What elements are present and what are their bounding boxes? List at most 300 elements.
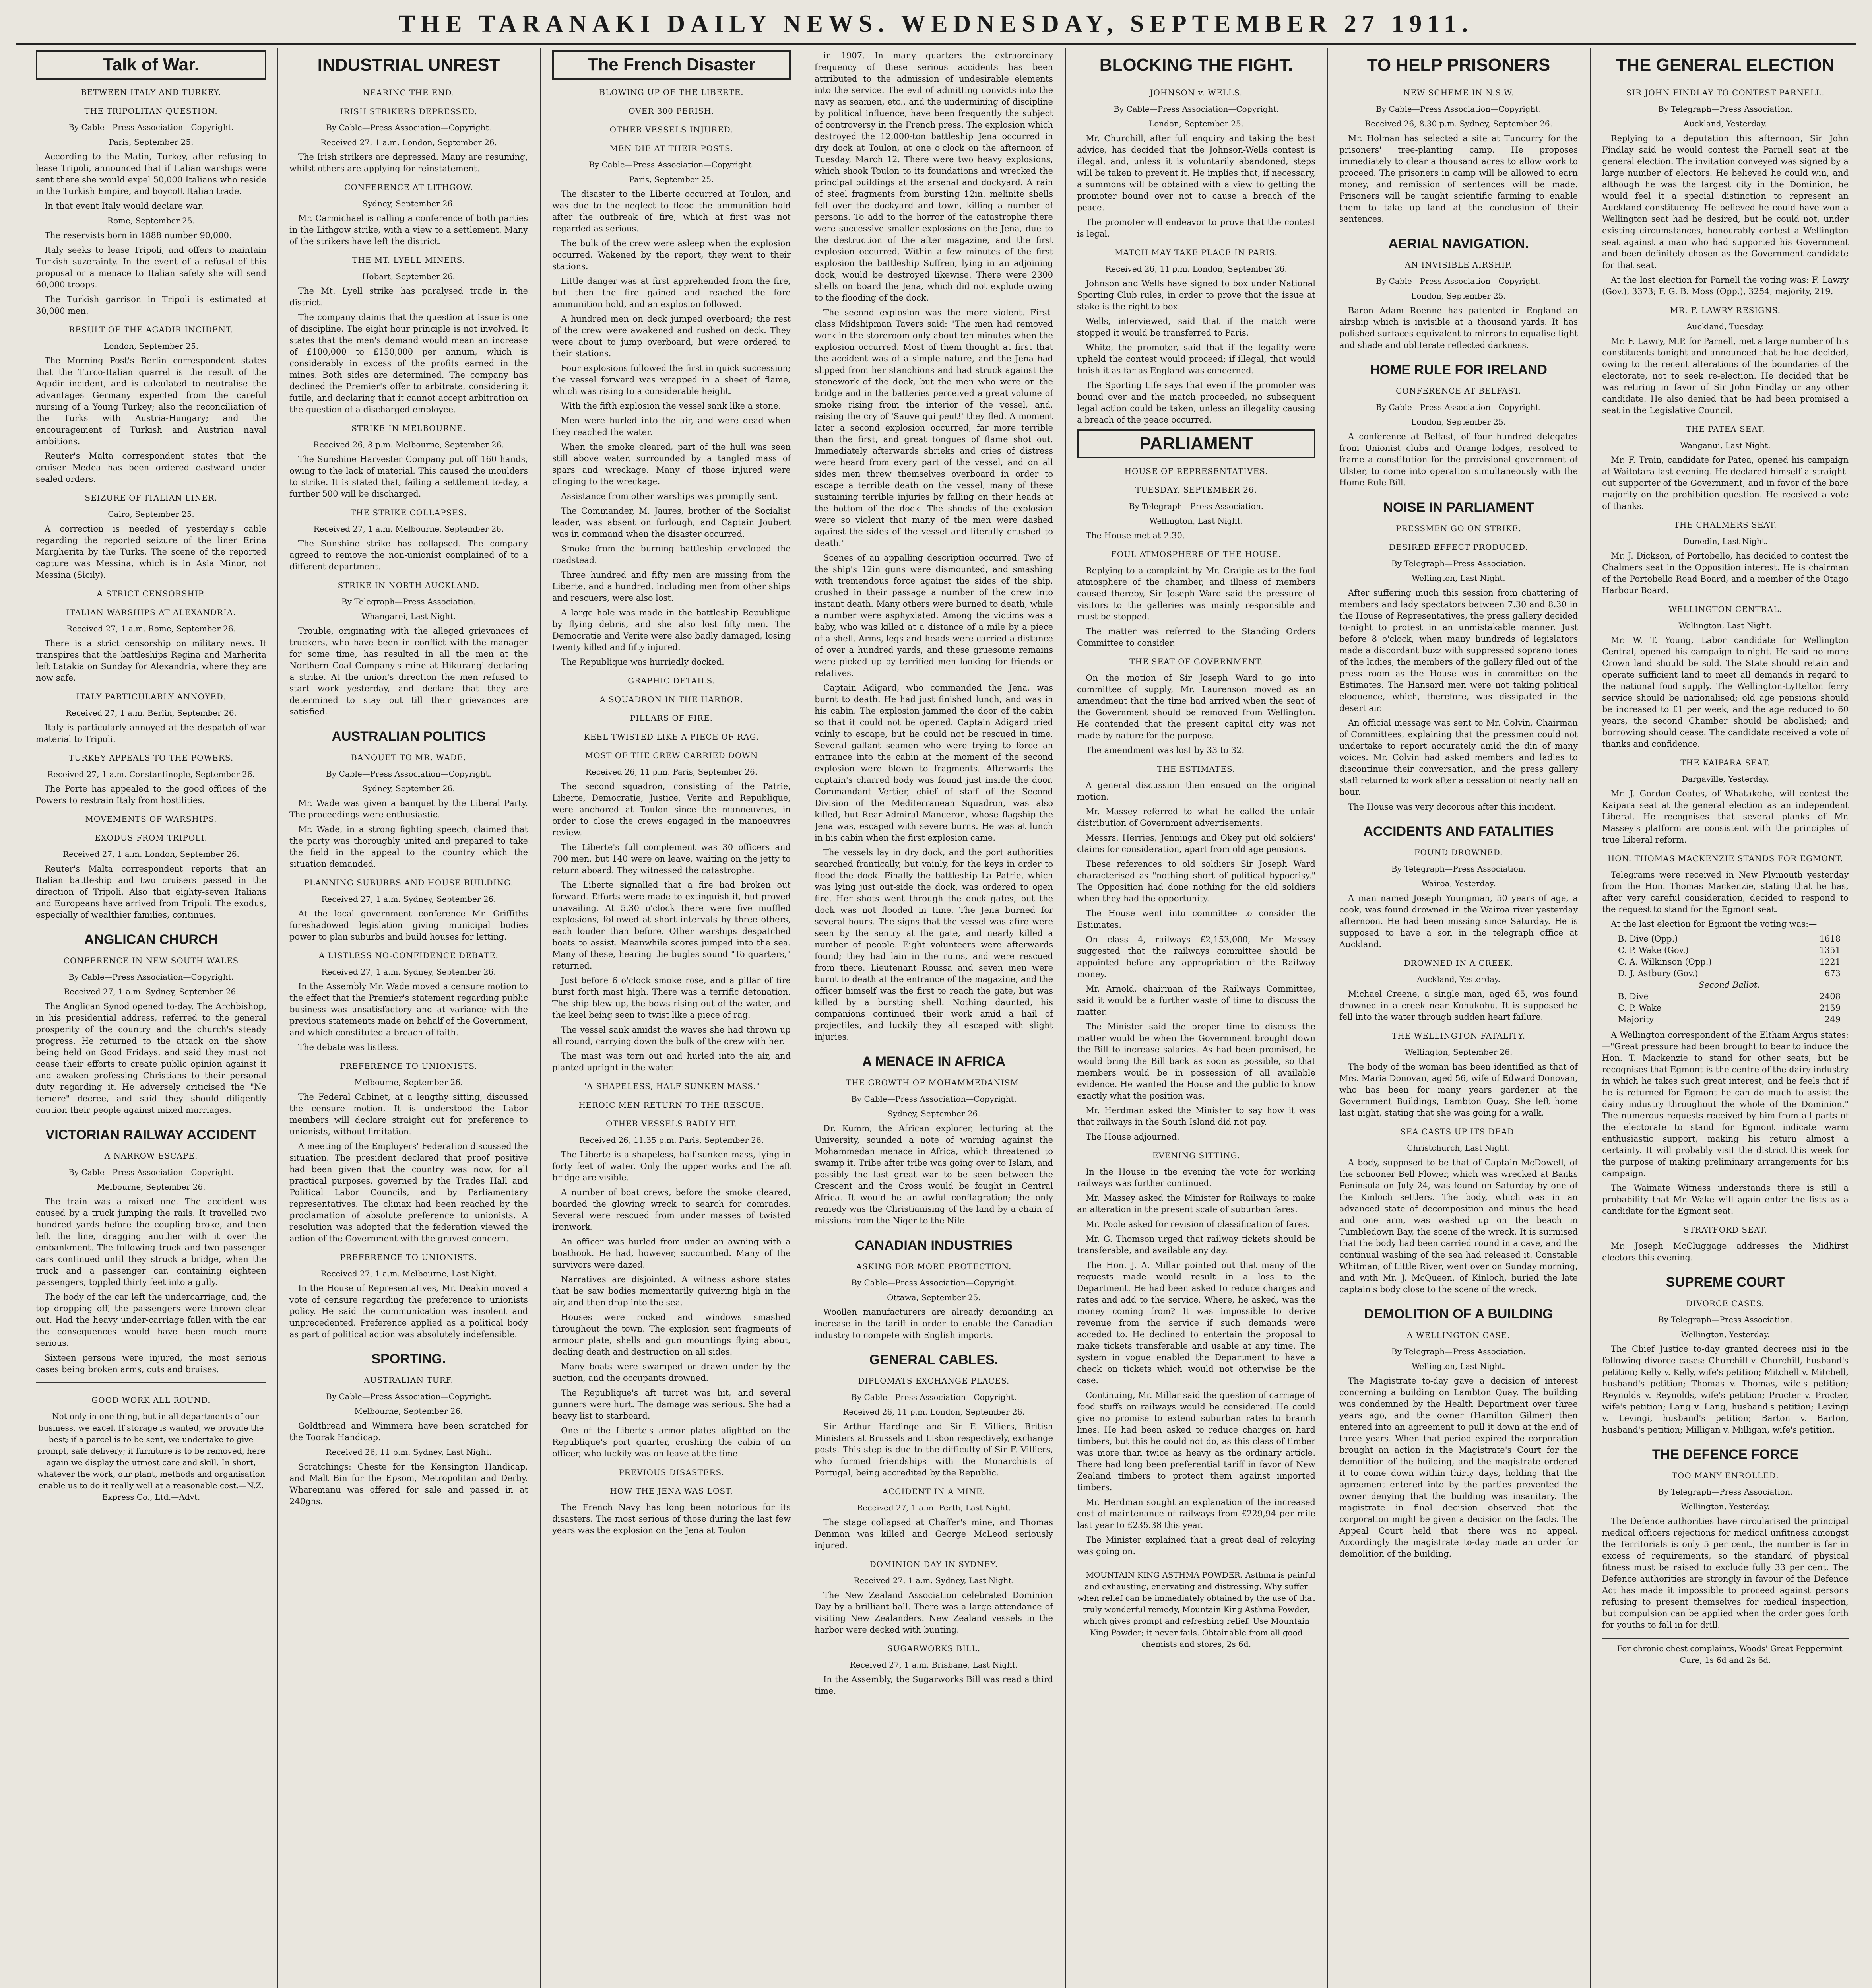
subheading: SEA CASTS UP ITS DEAD. [1400, 1127, 1517, 1136]
advertisement [1602, 1638, 1849, 1666]
paragraph: Johnson and Wells have signed to box under National Sporting Club rules, in order to prove that the issue at stake is the right to box. [1077, 279, 1315, 311]
paragraph: A meeting of the Employers' Federation discussed the situation. The president declared that proof positive had been given that the country was now, for all practical purposes, governed by the Trades Hall and Political Labor Councils, and by Parliamentary representatives. The climax had been reached by the proclamation of absolute preference to unionists. A resolution was adopted that the federation viewed the action of the Government with the gravest concern. [289, 1142, 528, 1243]
subheading: A NARROW ESCAPE. [104, 1151, 198, 1161]
subheading: WELLINGTON CENTRAL. [1668, 604, 1782, 614]
dateline: London, September 25. [1411, 291, 1506, 301]
masthead-rule [16, 43, 1856, 45]
ad-text: For chronic chest complaints, Woods' Great Peppermint Cure, 1s 6d and 2s 6d. [1617, 1644, 1843, 1665]
byline: By Telegraph—Press Association. [1391, 864, 1526, 874]
byline: By Cable—Press Association—Copyright. [68, 972, 234, 982]
vote-row [1618, 968, 1841, 979]
vote-count: 673 [1824, 969, 1841, 978]
paragraph: One of the Liberte's armor plates alighted on the Republique's port quarter, crushing the cabin of an officer, who luckily was on leave at the time. [552, 1426, 791, 1458]
dateline: Wellington, Yesterday. [1680, 1502, 1770, 1511]
article-heading: TO HELP PRISONERS [1339, 55, 1578, 80]
section-heading: THE DEFENCE FORCE [1652, 1447, 1799, 1462]
subheading: PREVIOUS DISASTERS. [619, 1468, 724, 1477]
column-rule [1065, 48, 1066, 1988]
column-rule [1590, 48, 1591, 1988]
section-heading: VICTORIAN RAILWAY ACCIDENT [45, 1127, 257, 1142]
subheading: PREFERENCE TO UNIONISTS. [340, 1252, 477, 1262]
dateline: Paris, September 25. [629, 175, 714, 184]
paragraph: The Liberte signalled that a fire had broken out forward. Efforts were made to extinguish it, but proved unavailing. At 5.30 o'clock there were five muffled explosions, followed at short intervals by three others, each louder than before. Other warships despatched boats to assist. Meanwhile scores jumped into the sea. Many of these, hearing the bugles sound "To quarters," returned. [552, 880, 791, 971]
subheading: OVER 300 PERISH. [629, 106, 714, 116]
paragraph: Sixteen persons were injured, the most serious cases being broken arms, cuts and bruises. [36, 1353, 266, 1374]
subheading: STRIKE IN NORTH AUCKLAND. [338, 580, 480, 590]
vote-count: 2408 [1819, 992, 1841, 1001]
paragraph: An officer was hurled from under an awning with a boathook. He had, however, succumbed. Many of the survivors were dazed. [552, 1237, 791, 1270]
paragraph: Telegrams were received in New Plymouth yesterday from the Hon. Thomas Mackenzie, stating that he has, after very careful consideration, decided to respond to the request to stand for the Egmont seat. [1602, 870, 1849, 914]
paragraph: Mr. Poole asked for revision of classification of fares. [1086, 1219, 1310, 1229]
paragraph: The Minister said the proper time to discuss the matter would be when the Government brought down the Bill to increase salaries. As had been promised, he would bring the Bill back as soon as possible, so that members would be in possession of all available evidence. He wanted the House and the public to know exactly what the position was. [1077, 1022, 1315, 1101]
byline: By Telegraph—Press Association. [1129, 501, 1264, 511]
paragraph: Mr. Massey asked the Minister for Railways to make an alteration in the present scale of suburban fares. [1077, 1193, 1315, 1214]
dateline: Received 27, 1 a.m. London, September 26. [320, 138, 497, 147]
paragraph: The Commander, M. Jaures, brother of the Socialist leader, was absent on furlough, and Captain Joubert was in command when the disaster occurred. [552, 506, 791, 539]
article-heading: INDUSTRIAL UNREST [289, 55, 528, 80]
byline: By Cable—Press Association—Copyright. [851, 1392, 1017, 1402]
dateline: Received 27, 1 a.m. Brisbane, Last Night. [850, 1660, 1018, 1670]
subheading: DOMINION DAY IN SYDNEY. [869, 1559, 998, 1569]
paragraph: After suffering much this session from chattering of members and lady spectators between 7.30 and 8.30 in the House of Representatives, the press gallery decided to-night to protest in an unmistakable manner. Just before 8 o'clock, when many hundreds of legislators made a discordant buzz with suppressed soprano tones of the ladies, the members of the gallery filed out of the press room as the House was in committee on the Estimates. The Hansard men were not taking political eloquence, which, therefore, was dissipated in the desert air. [1339, 588, 1578, 713]
paragraph: Goldthread and Wimmera have been scratched for the Toorak Handicap. [289, 1421, 528, 1442]
subheading: CONFERENCE AT BELFAST. [1396, 386, 1521, 396]
paragraph: A correction is needed of yesterday's cable regarding the reported seizure of the liner Erina Margherita by the Turks. The scene of the reported capture was Messina, which is in Asia Minor, not Messina (Sicily). [36, 524, 266, 580]
subheading: MOVEMENTS OF WARSHIPS. [85, 814, 217, 824]
paragraph: The Liberte's full complement was 30 officers and 700 men, but 140 were on leave, waiting on the jetty to return aboard. They witnessed the catastrophe. [552, 843, 791, 875]
candidate-name: C. P. Wake [1618, 1003, 1662, 1013]
byline: By Cable—Press Association—Copyright. [68, 1167, 234, 1177]
byline: By Telegraph—Press Association. [1658, 1487, 1793, 1497]
dateline: Sydney, September 26. [362, 199, 455, 208]
subheading: AUSTRALIAN TURF. [364, 1375, 454, 1385]
dateline: Received 27, 1 a.m. Melbourne, Last Night. [320, 1269, 497, 1278]
dateline: Sydney, September 26. [887, 1109, 980, 1118]
paragraph: in 1907. In many quarters the extraordinary frequency of these serious accidents has been attributed to the admission of undesirable elements into the service. The evil of admitting convicts into the navy as seamen, etc., and the undermining of discipline by political influence, have been frequently the subject of controversy in the French press. The explosion which destroyed the 12,000-ton battleship Jena occurred in dry dock at Toulon, at one o'clock on the afternoon of Tuesday, March 12. There were two heavy explosions, which shook Toulon to its foundations and wrecked the principal buildings at the arsenal and dockyard. A rain of steel fragments from bursting 12in. melinite shells fell over the dockyard and town, killing a number of persons. To add to the horror of the catastrophe there were successive smaller explosions on the Jena, due to the destruction of the after magazine, and the first explosion occurred. Within a few minutes of the first explosion the battleship Suffren, lying in an adjoining dock, would be destroyed likewise. There were 2300 shells on board the Jena, which did not explode owing to the flooding of the dock. [815, 51, 1053, 303]
paragraph: Men were hurled into the air, and were dead when they reached the water. [552, 416, 791, 437]
dateline: Received 27, 1 a.m. London, September 26. [62, 849, 239, 859]
paragraph: A conference at Belfast, of four hundred delegates from Unionist clubs and Orange lodges, resolved to frame a constitution for the provisional government of Ulster, to come into operation simultaneously with the Home Rule Bill. [1339, 432, 1578, 487]
paragraph: When the smoke cleared, part of the hull was seen still above water, surrounded by a tangled mass of spars and wreckage. Many of those injured were clinging to the wreckage. [552, 442, 791, 486]
subheading: OTHER VESSELS BADLY HIT. [605, 1119, 737, 1128]
subheading: THE GROWTH OF MOHAMMEDANISM. [846, 1078, 1022, 1087]
paragraph: The body of the car left the undercarriage, and, the top dropping off, the passengers were thrown clear out. Had the heavy under-carriage fallen with the car the consequences would have been much more serious. [36, 1292, 266, 1348]
candidate-name: C. A. Wilkinson (Opp.) [1618, 957, 1712, 967]
majority-label: Majority [1618, 1015, 1654, 1024]
paragraph: Trouble, originating with the alleged grievances of truckers, who have been in conflict with the manager for some time, has resulted in all the men at the Northern Coal Company's mine at Hikurangi declaring a strike. At the union's direction the men refused to start work yesterday, and declare that they are determined to stay out till their grievances are satisfied. [289, 626, 528, 716]
paragraph: Mr. F. Lawry, M.P. for Parnell, met a large number of his constituents tonight and announced that he had decided, owing to the recent alterations of the boundaries of the electorate, not to seek re-election. He decided that he was retiring in favor of Sir John Findlay or any other candidate. He also denied that he had been promised a seat in the Legislative Council. [1602, 336, 1849, 415]
paragraph: The reservists born in 1888 number 90,000. [45, 231, 232, 240]
vote-count: 249 [1824, 1015, 1841, 1024]
paragraph: Replying to a complaint by Mr. Craigie as to the foul atmosphere of the chamber, and illness of members caused thereby, Sir Joseph Ward said the pressure of visitors to the galleries was mainly responsible and must be stopped. [1077, 566, 1315, 621]
paragraph: The Defence authorities have circularised the principal medical officers rejections for medical unfitness amongst the Territorials is only 5 per cent., the number is far in excess of requirements, so the standard of physical fitness must be raised to exclude fully 33 per cent. The Defence authorities are strongly in favour of the Defence Act has made it impossible to proceed against persons refusing to present themselves for medical inspection, but compulsion can be applied when the order goes forth for youths to fall in for drill. [1602, 1516, 1849, 1630]
paragraph: The company claims that the question at issue is one of discipline. The eight hour principle is not involved. It states that the men's demand would mean an increase of £100,000 to £150,000 per annum, which is considerably in excess of the profits earned in the mines. Both sides are determined. The company has declined the Premier's offer to arbitrate, considering it futile, and declaring that it cannot accept arbitration on the question of a discharged employee. [289, 313, 528, 414]
subheading: HON. THOMAS MACKENZIE STANDS FOR EGMONT. [1607, 854, 1843, 863]
candidate-name: C. P. Wake (Gov.) [1618, 945, 1689, 955]
dateline: Wellington, Last Night. [1412, 573, 1505, 583]
subheading: MEN DIE AT THEIR POSTS. [609, 144, 733, 153]
byline: By Cable—Press Association—Copyright. [851, 1278, 1017, 1287]
column-2 [289, 50, 528, 1988]
subheading: TOO MANY ENROLLED. [1672, 1471, 1779, 1480]
byline: By Telegraph—Press Association. [1391, 1347, 1526, 1356]
ad-title: GOOD WORK ALL ROUND. [91, 1395, 211, 1405]
paragraph: Mr. Arnold, chairman of the Railways Committee, said it would be a further waste of time to discuss the matter. [1077, 984, 1315, 1017]
subheading: MOST OF THE CREW CARRIED DOWN [585, 751, 758, 760]
paragraph: In that event Italy would declare war. [45, 201, 204, 211]
byline: By Cable—Press Association—Copyright. [1376, 104, 1541, 114]
paragraph: The debate was listless. [298, 1043, 399, 1052]
dateline: Cairo, September 25. [108, 509, 194, 519]
dateline: Received 26, 8 p.m. Melbourne, September 26. [313, 440, 504, 449]
paragraph: The French Navy has long been notorious for its disasters. The most serious of those during the last few years was the explosion on the Jena at Toulon [552, 1503, 791, 1535]
paragraph: A general discussion then ensued on the original motion. [1077, 780, 1315, 802]
paragraph: The matter was referred to the Standing Orders Committee to consider. [1077, 627, 1315, 648]
column-5 [1077, 50, 1315, 1988]
subheading: THE SEAT OF GOVERNMENT. [1129, 657, 1263, 666]
paragraph: Scenes of an appalling description occurred. Two of the ship's 12in guns were dismounted, and smashing with tremendous force against the sides of the ship, crushed in their passage a number of the crew into instant death. Many others were burned to death, while a number were asphyxiated. Among the victims was a baby, who was killed at a distance of a mile by a piece of a shell. Arms, legs and heads were carried a distance of over a hundred yards, and these gruesome remains were picked up by terrified men looking for friends or relatives. [815, 553, 1053, 678]
paragraph: Mr. F. Train, candidate for Patea, opened his campaign at Waitotara last evening. He declared himself a straight-out supporter of the Government, and in favor of the bare majority on the prohibition question. He received a vote of thanks. [1602, 455, 1849, 511]
subheading: SIR JOHN FINDLAY TO CONTEST PARNELL. [1626, 88, 1825, 97]
column-4 [815, 50, 1053, 1988]
vote-row [1618, 933, 1841, 945]
paragraph: A hundred men on deck jumped overboard; the rest of the crew were awakened and rushed on deck. They were about to jump overboard, but were ordered to their stations. [552, 314, 791, 358]
paragraph: A Wellington correspondent of the Eltham Argus states:—"Great pressure had been brought to bear to induce the Hon. T. Mackenzie to stand for other seats, but he recognises that Egmont is the centre of the dairy industry in which he takes such great interest, and he feels that if he is returned for Egmont he can do much to assist the dairy industry throughout the whole of the Dominion." The numerous requests received by him from all parts of the electorate to stand for Egmont indicate warm enthusiastic support, making his return almost a certainty. It will probably visit the district this week for the purpose of making preliminary arrangements for his campaign. [1602, 1030, 1849, 1178]
subheading: DIVORCE CASES. [1686, 1299, 1765, 1308]
paragraph: The Irish strikers are depressed. Many are resuming, whilst others are applying for reinstatement. [289, 152, 528, 173]
paragraph: Houses were rocked and windows smashed throughout the town. The explosion sent fragments of armour plate, shells and gun mountings flying about, dealing death and destruction on all sides. [552, 1312, 791, 1357]
dateline: London, September 25. [103, 341, 199, 351]
dateline: Wellington, Last Night. [1678, 621, 1772, 630]
paragraph: The stage collapsed at Chaffer's mine, and Thomas Denman was killed and George McLeod seriously injured. [815, 1518, 1053, 1550]
paragraph: A man named Joseph Youngman, 50 years of age, a cook, was found drowned in the Wairoa river yesterday afternoon. He had been missing since Saturday. He is supposed to have a son in the telegraph office at Auckland. [1339, 893, 1578, 949]
article-heading: THE GENERAL ELECTION [1602, 55, 1849, 80]
candidate-name: D. J. Astbury (Gov.) [1618, 969, 1698, 978]
paragraph: Mr. G. Thomson urged that railway tickets should be transferable, and available any day. [1077, 1234, 1315, 1255]
dateline: Wairoa, Yesterday. [1421, 879, 1496, 888]
paragraph: The amendment was lost by 33 to 32. [1086, 746, 1245, 755]
section-heading: ANGLICAN CHURCH [84, 932, 218, 947]
section-heading: DEMOLITION OF A BUILDING [1364, 1307, 1553, 1322]
subheading: STRIKE IN MELBOURNE. [351, 423, 466, 433]
byline: By Cable—Press Association—Copyright. [1376, 402, 1541, 412]
paragraph: The House was very decorous after this incident. [1348, 802, 1556, 812]
dateline: Received 27, 1 a.m. Sydney, September 26. [321, 967, 496, 977]
subheading: ASKING FOR MORE PROTECTION. [856, 1262, 1012, 1271]
subheading: PREFERENCE TO UNIONISTS. [340, 1061, 477, 1071]
paragraph: The New Zealand Association celebrated Dominion Day by a brilliant ball. There was a large attendance of visiting New Zealanders. New Zealand vessels in the harbor were decked with bunting. [815, 1590, 1053, 1635]
dateline: Wellington, Last Night. [1149, 516, 1243, 526]
paragraph: Wells, interviewed, said that if the match were stopped it would be transferred to Paris. [1077, 316, 1315, 338]
dateline: Dunedin, Last Night. [1683, 536, 1768, 546]
subheading: HOUSE OF REPRESENTATIVES. [1124, 466, 1268, 476]
column-6 [1339, 50, 1578, 1988]
paragraph: Just before 6 o'clock smoke rose, and a pillar of fire burst forth mast high. There was a terrific detonation. The ship blew up, the bows rising out of the water, and the keel being seen to twist like a piece of rag. [552, 976, 791, 1020]
column-rule [277, 48, 278, 1988]
dateline: Auckland, Yesterday. [1683, 119, 1767, 128]
subheading: OTHER VESSELS INJURED. [609, 125, 733, 134]
paragraph: The Minister explained that a great deal of relaying was going on. [1077, 1535, 1315, 1556]
subheading: THE ESTIMATES. [1157, 764, 1236, 774]
paragraph: These references to old soldiers Sir Joseph Ward characterised as "nothing short of political hypocrisy." The Opposition had done nothing for the old soldiers when they had the opportunity. [1077, 859, 1315, 903]
dateline: Ottawa, September 25. [887, 1293, 981, 1302]
byline: By Cable—Press Association—Copyright. [1114, 104, 1279, 114]
subheading: THE WELLINGTON FATALITY. [1391, 1031, 1526, 1041]
subheading: ITALY PARTICULARLY ANNOYED. [76, 692, 226, 701]
subheading: RESULT OF THE AGADIR INCIDENT. [69, 325, 233, 334]
masthead: THE TARANAKI DAILY NEWS. WEDNESDAY, SEPTEMBER 27 1911. [398, 10, 1474, 37]
vote-count: 1351 [1819, 945, 1841, 955]
paragraph: Mr. Joseph McCluggage addresses the Midhirst electors this evening. [1602, 1241, 1849, 1262]
section-heading: CANADIAN INDUSTRIES [855, 1238, 1013, 1253]
subheading: NEW SCHEME IN N.S.W. [1403, 88, 1514, 97]
vote-count: 2159 [1819, 1003, 1841, 1013]
section-heading: AUSTRALIAN POLITICS [332, 729, 486, 744]
dateline: London, September 25. [1148, 119, 1244, 128]
subheading: CONFERENCE AT LITHGOW. [344, 182, 473, 192]
subheading: THE TRIPOLITAN QUESTION. [84, 106, 218, 116]
dateline: Received 26, 11 p.m. London, September 26. [843, 1407, 1025, 1417]
paragraph: Mr. Carmichael is calling a conference of both parties in the Lithgow strike, with a view to a settlement. Many of the strikers have left the district. [289, 214, 528, 246]
subheading: DROWNED IN A CREEK. [1404, 958, 1513, 968]
dateline: Received 26, 11 p.m. London, September 26. [1105, 264, 1287, 274]
byline: By Cable—Press Association—Copyright. [589, 160, 754, 169]
paragraph: The mast was torn out and hurled into the air, and planted upright in the water. [552, 1051, 791, 1072]
paragraph: Mr. Holman has selected a site at Tuncurry for the prisoners' tree-planting camp. He proposes immediately to clear a thousand acres to allow work to proceed. The prisoners in camp will be allowed to earn money, and remission of sentences will be made. Prisoners will be taught scientific farming to enable them to take up land at the conclusion of their sentences. [1339, 134, 1578, 224]
paragraph: The Turkish garrison in Tripoli is estimated at 30,000 men. [36, 295, 266, 316]
dateline: Received 27, 1 a.m. Berlin, September 26. [66, 708, 237, 718]
paragraph: The body of the woman has been identified as that of Mrs. Maria Donovan, aged 56, wife of Edward Donovan, who has been for many years gardener at the Government Buildings, Lambton Quay. She left home last night, stating that she was going for a walk. [1339, 1062, 1578, 1118]
paragraph: At the local government conference Mr. Griffiths foreshadowed legislation giving municipal bodies power to plan suburbs and build houses for letting. [289, 909, 528, 942]
column-rule [1327, 48, 1328, 1988]
subheading: "A SHAPELESS, HALF-SUNKEN MASS." [583, 1081, 760, 1091]
paragraph: The Porte has appealed to the good offices of the Powers to restrain Italy from hostilities. [36, 784, 266, 805]
section-heading: SPORTING. [371, 1351, 446, 1367]
paragraph: The Federal Cabinet, at a lengthy sitting, discussed the censure motion. It is understood the Labor members will declare straight out for preference to unionists, without limitation. [289, 1092, 528, 1136]
dateline: Auckland, Yesterday. [1416, 975, 1501, 984]
paragraph: Baron Adam Roenne has patented in England an airship which is invisible at a thousand yards. It has polished surfaces equivalent to mirrors to equalise light and shade and obliterate reflected darkness. [1339, 306, 1578, 350]
section-heading: HOME RULE FOR IRELAND [1370, 362, 1547, 377]
subheading: A SQUADRON IN THE HARBOR. [599, 695, 743, 704]
paragraph: Mr. W. T. Young, Labor candidate for Wellington Central, opened his campaign to-night. He said no more Crown land should be sold. The State should retain and operate sufficient land to meet all demands in regard to the national food supply. The Wellington-Lyttelton ferry service should be nationalised; old age pensions should be increased to £1 per week, and the age reduced to 60 years, the second Chamber should be abolished; and borrowing should cease. The candidate received a vote of thanks and confidence. [1602, 635, 1849, 749]
paragraph: Michael Creene, a single man, aged 65, was found drowned in a creek near Kohukohu. It is supposed he fell into the water through sudden heart failure. [1339, 989, 1578, 1022]
paragraph: The Anglican Synod opened to-day. The Archbishop, in his presidential address, referred to the general prosperity of the country and the church's steady progress. He returned to the attack on the show being held on Good Fridays, and said they must not cease their efforts to create public opinion against it and awaken professing Christians to their personal duty regarding it. He adversely criticised the "Ne temere" decree, and said they should diligently caution their people against mixed marriages. [36, 1002, 266, 1115]
dateline: Wellington, September 26. [1404, 1047, 1513, 1057]
paragraph: Mr. Wade was given a banquet by the Liberal Party. The proceedings were enthusiastic. [289, 798, 528, 819]
paragraph: Italy is particularly annoyed at the despatch of war material to Tripoli. [36, 723, 266, 744]
subheading: TURKEY APPEALS TO THE POWERS. [68, 753, 234, 763]
paragraph: Replying to a deputation this afternoon, Sir John Findlay said he would contest the Parnell seat at the general election. The invitation conveyed was signed by a large number of electors. He believed he could win, and although he was the largest city in the Dominion, he would feel it a special distinction to represent an Auckland constituency. He believed he could have won a Wellington seat had he desired, but he could not, under existing circumstances, honourably contest a Wellington seat against a man who had supported his Government and been definitely chosen as the Government candidate for that seat. [1602, 134, 1849, 270]
subheading: CONFERENCE IN NEW SOUTH WALES [63, 956, 239, 965]
paragraph: The promoter will endeavor to prove that the contest is legal. [1077, 217, 1315, 239]
vote-count: 1221 [1819, 957, 1841, 967]
dateline: Whangarei, Last Night. [361, 612, 456, 621]
paragraph: Woollen manufacturers are already demanding an increase in the tariff in order to enable the Canadian industry to compete with English imports. [815, 1307, 1053, 1340]
subheading: EVENING SITTING. [1152, 1151, 1240, 1160]
dateline: Melbourne, September 26. [354, 1077, 463, 1087]
dateline: Received 27, 1 a.m. Sydney, September 26. [321, 894, 496, 904]
subheading: KEEL TWISTED LIKE A PIECE OF RAG. [584, 732, 759, 742]
dateline: Hobart, September 26. [362, 272, 456, 281]
paragraph: Mr. Herdman sought an explanation of the increased cost of maintenance of railways from £229,94 per mile last year to £235.38 this year. [1077, 1497, 1315, 1530]
candidate-name: B. Dive [1618, 992, 1649, 1001]
section-heading: GENERAL CABLES. [869, 1352, 999, 1367]
paragraph: Scratchings: Cheste for the Kensington Handicap, and Malt Bin for the Epsom, Metropolitan and Derby. Wharemanu was offered for sale and passed in at 240gns. [289, 1462, 528, 1506]
paragraph: The second explosion was the more violent. First-class Midshipman Tavers said: "The men had removed work in the storeroom only about ten minutes when the explosion occurred. Most of them thought at first that the accident was of a simple nature, and the Jena had slipped from her stanchions and had struck against the stonework of the dock, but the men who were on the bridge and in the batteries perceived a great volume of smoke rising from the interior of the vessel, and, raising the cry of 'Sauve qui peut!' they fled. A moment later a second explosion occurred, far more terrible than the first, and great tongues of flame shot out. Immediately afterwards shrieks and cries of distress were heard from every part of the vessel, and on all sides men threw themselves overboard in order to escape a terrible death on the vessel, many of these sustaining terrible injuries by falling on their heads at the bottom of the dock. The shocks of the explosion were so violent that many of the men were dashed against the sides of the vessel and literally crushed to death." [815, 308, 1053, 548]
subheading: PILLARS OF FIRE. [630, 713, 713, 723]
subheading: GRAPHIC DETAILS. [628, 676, 715, 685]
dateline: Received 27, 1 a.m. Melbourne, September 26. [313, 524, 504, 534]
paragraph: The Republique was hurriedly docked. [561, 657, 724, 667]
subheading: DIPLOMATS EXCHANGE PLACES. [858, 1376, 1010, 1386]
paragraph: At the last election for Egmont the voting was:— [1611, 919, 1817, 929]
subheading: MATCH MAY TAKE PLACE IN PARIS. [1114, 248, 1278, 257]
paragraph: At the last election for Parnell the voting was: F. Lawry (Gov.), 3373; F. G. B. Moss (Opp.), 3254; majority, 219. [1602, 275, 1849, 296]
paragraph: A large hole was made in the battleship Republique by flying debris, and she also lost fifty men. The Democratie and Verite were also badly damaged, losing twenty killed and fifty injured. [552, 608, 791, 652]
dateline: Received 27, 1 a.m. Perth, Last Night. [857, 1503, 1011, 1512]
paragraph: The Sporting Life says that even if the promoter was bound over and the match proceeded, no subsequent legal action could be taken, unless an illegality causing a breach of the peace occurred. [1077, 381, 1315, 425]
subheading: A WELLINGTON CASE. [1407, 1330, 1510, 1340]
byline: By Cable—Press Association—Copyright. [326, 123, 491, 132]
subheading: IRISH STRIKERS DEPRESSED. [340, 107, 477, 116]
paragraph: In the House of Representatives, Mr. Deakin moved a vote of censure regarding the preference to unionists policy. He said the communication was insolent and unprecedented. Preference applied as a political body as part of political action was absolutely indefensible. [289, 1283, 528, 1339]
paragraph: The House met at 2.30. [1086, 531, 1185, 540]
subheading: AN INVISIBLE AIRSHIP. [1405, 260, 1512, 270]
paragraph: The Magistrate to-day gave a decision of interest concerning a building on Lambton Quay. The building was condemned by the Health Department over three years ago, and the owner (Hamilton Gilmer) then entered into an agreement to pull it down at the end of three years. When that period expired the corporation brought an action in the Magistrate's Court for the demolition of the building, and the magistrate ordered it to come down within thirty days, holding that the agreement entered into by the parties prevented the owner denying that the building was insanitary. The magistrate in final decision observed that the corporation might be given a decision on the facts. The Appeal Court held that there was no appeal. Accordingly the magistrate to-day made an order for demolition of the building. [1339, 1376, 1578, 1559]
subheading: A STRICT CENSORSHIP. [97, 589, 206, 598]
subheading: A LISTLESS NO-CONFIDENCE DEBATE. [318, 951, 499, 960]
paragraph: The vessels lay in dry dock, and the port authorities searched frantically, but vainly, for the keys in order to flood the dock. Finally the battleship La Patrie, which was lying just out-side the dock, was ordered to open fire. Her shots went through the dock gates, but the dock was not flooded in time. The Jena burned for several hours. The signs that the vessel was afire were seen by the sentry at the gate, and nearly killed a number of people. Eight volunteers were afterwards found; they had lain in the ruins, and were rescued from there. Lieutenant Roussa and seven men were burnt to death at the entrance of the magazine, and the officer himself was the first to reach the gate, but was killed by a bursting shell. Nothing daunted, his companions continued their work amid a hail of projectiles, and luckily they all escaped with slight injuries. [815, 848, 1053, 1042]
vote-row [1618, 1014, 1841, 1025]
dateline: Received 27, 1 a.m. Sydney, September 26. [64, 987, 239, 996]
paragraph: Smoke from the burning battleship enveloped the roadstead. [552, 544, 791, 565]
dateline: Melbourne, September 26. [354, 1406, 463, 1416]
vote-row [1618, 1002, 1841, 1014]
paragraph: Mr. J. Gordon Coates, of Whatakohe, will contest the Kaipara seat at the general election as an independent Liberal. He recognises that several planks of Mr. Massey's platform are consistent with the principles of true Liberal reform. [1602, 789, 1849, 845]
dateline: Received 27, 1 a.m. Sydney, Last Night. [854, 1576, 1014, 1585]
paragraph: The vessel sank amidst the waves she had thrown up all round, carrying down the bulk of the crew with her. [552, 1025, 791, 1046]
column-7 [1602, 50, 1849, 1988]
article-heading: Talk of War. [36, 50, 266, 80]
paragraph: The train was a mixed one. The accident was caused by a truck jumping the rails. It travelled two hundred yards before the coupling broke, and then left the line, dragging another with it over the embankment. The following truck and two passenger cars continued until they struck a bridge, when the truck and a passenger car, containing eighteen passengers, toppled thirty feet into a gully. [36, 1197, 266, 1287]
paragraph: Many boats were swamped or drawn under by the suction, and the occupants drowned. [552, 1362, 791, 1383]
subheading: FOUND DROWNED. [1414, 848, 1503, 857]
paragraph: Messrs. Herries, Jennings and Okey put old soldiers' claims for consideration, apart from old age pensions. [1077, 833, 1315, 854]
subheading: ACCIDENT IN A MINE. [882, 1487, 985, 1496]
subheading: SUGARWORKS BILL. [887, 1644, 981, 1653]
vote-count: 1618 [1819, 934, 1841, 944]
paragraph: Dr. Kumm, the African explorer, lecturing at the University, sounded a note of warning against the Mohammedan menace in Africa, which threatened to swamp it. Tribe after tribe was going over to Islam, and possibly the last great war to be seen between the Crescent and the Cross would be fought in Central Africa. It would be an awful conflagration; the only remedy was the Christianising of the land by a chain of missions from the Niger to the Nile. [815, 1124, 1053, 1225]
column-rule [540, 48, 541, 1988]
paragraph: Narratives are disjointed. A witness ashore states that he saw bodies momentarily quivering high in the air, and then drop into the sea. [552, 1275, 791, 1307]
dateline: Melbourne, September 26. [97, 1182, 206, 1192]
paragraph: Three hundred and fifty men are missing from the Liberte, and a hundred, including men from other ships and rescuers, were also lost. [552, 570, 791, 603]
paragraph: In the Assembly Mr. Wade moved a censure motion to the effect that the Premier's statement regarding public business was unsatisfactory and at variance with the previous statements made on behalf of the Government, and which constituted a breach of faith. [289, 982, 528, 1037]
paragraph: The Waimate Witness understands there is still a probability that Mr. Wake will again enter the lists as a candidate for the Egmont seat. [1602, 1183, 1849, 1216]
paragraph: The Sunshine strike has collapsed. The company agreed to remove the non-unionist complained of to a different department. [289, 539, 528, 571]
subheading: BLOWING UP OF THE LIBERTE. [599, 87, 744, 97]
dateline: Rome, September 25. [107, 216, 195, 225]
dateline: Received 26, 11 p.m. Paris, September 26. [585, 767, 758, 777]
paragraph: The Morning Post's Berlin correspondent states that the Turco-Italian quarrel is the result of the Agadir incident, and is calculated to neutralise the advantages Germany expected from the careful nursing of a Young Turkey; also the reconciliation of the Turks with Austria-Hungary; and the encouragement of Turkish and Austrian naval ambitions. [36, 356, 266, 446]
dateline: Christchurch, Last Night. [1407, 1143, 1510, 1153]
paragraph: In the House in the evening the vote for working railways was further continued. [1077, 1167, 1315, 1188]
subheading: ITALIAN WARSHIPS AT ALEXANDRIA. [66, 608, 236, 617]
subheading: FOUL ATMOSPHERE OF THE HOUSE. [1111, 549, 1282, 559]
dateline: Wanganui, Last Night. [1680, 441, 1771, 450]
subheading: BETWEEN ITALY AND TURKEY. [81, 87, 221, 97]
subheading: PLANNING SUBURBS AND HOUSE BUILDING. [304, 878, 514, 887]
dateline: Received 27, 1 a.m. Constantinople, September 26. [47, 769, 255, 779]
paragraph: Mr. J. Dickson, of Portobello, has decided to contest the Chalmers seat in the Opposition interest. He is chairman of the Portobello Road Board, and a member of the Otago Harbour Board. [1602, 551, 1849, 595]
byline: By Telegraph—Press Association. [1391, 559, 1526, 568]
subheading: HOW THE JENA WAS LOST. [610, 1486, 733, 1496]
article-heading: BLOCKING THE FIGHT. [1077, 55, 1315, 80]
dateline: Received 26, 11.35 p.m. Paris, September 26. [579, 1135, 764, 1145]
subheading: THE MT. LYELL MINERS. [352, 255, 465, 265]
subheading: THE STRIKE COLLAPSES. [350, 508, 467, 517]
paragraph: The Sunshine Harvester Company put off 160 hands, owing to the lack of material. This caused the moulders to strike. It is stated that, failing a settlement to-day, a further 500 will be discharged. [289, 454, 528, 499]
paragraph: A body, supposed to be that of Captain McDowell, of the schooner Bell Flower, which was wrecked at Banks Peninsula on July 24, was found on Saturday by one of the Kinloch settlers. The body, which was in an advanced state of decomposition and minus the head and one arm, was washed up on the beach in Tumbledown Bay, the scene of the wreck. It is surmised that the body had been carried round in a cave, and the continual washing of the sea had released it. Constable Whitman, of Little River, went over on Sunday morning, and with Mr. J. McQueen, of Kinloch, buried the late captain's body close to the scene of the wreck. [1339, 1158, 1578, 1294]
paragraph: A number of boat crews, before the smoke cleared, boarded the glowing wreck to search for comrades. Several were rescued from under masses of twisted ironwork. [552, 1188, 791, 1232]
dateline: Dargaville, Yesterday. [1681, 774, 1769, 784]
section-heading: A MENACE IN AFRICA [862, 1054, 1006, 1069]
subheading: BANQUET TO MR. WADE. [351, 753, 466, 762]
subheading: PRESSMEN GO ON STRIKE. [1396, 524, 1521, 533]
paragraph: Mr. Churchill, after full enquiry and taking the best advice, has decided that the Johnson-Wells contest is illegal, and, unless it is voluntarily abandoned, steps will be taken to prevent it. He implies that, if necessary, a summons will be obtained with a view to getting the promoter bound over not to cause a breach of the peace. [1077, 134, 1315, 212]
paragraph: Italy seeks to lease Tripoli, and offers to maintain Turkish suzerainty. In the event of a refusal of this proposal or a menace to Italian safety she will send 60,000 troops. [36, 245, 266, 289]
paragraph: Captain Adigard, who commanded the Jena, was burnt to death. He had just finished lunch, and was in his cabin. The explosion jammed the door of the cabin so that it could not be opened. Captain Adigard tried vainly to escape, but he could not be rescued in time. Several gallant seamen who were trying to force an entrance into the cabin at the moment of the second explosion were blown to fragments. Afterwards the captain's charred body was found just inside the door. Commandant Vertier, chief of staff of the Second Division of the Mediterranean Squadron, was also killed, but Rear-Admiral Manceron, whose flagship the Jena was, escaped with severe burns. He was at lunch in his cabin when the first explosion came. [815, 683, 1053, 843]
ad-text: MOUNTAIN KING ASTHMA POWDER. Asthma is painful and exhausting, enervating and distressing. Why suffer when relief can be immediately obtained by the use of that truly wonderful remedy, Mountain King Asthma Powder, which gives prompt and refreshing relief. Use Mountain King Powder; it never fails. Obtainable from all good chemists and stores, 2s 6d. [1077, 1570, 1315, 1649]
subheading: SEIZURE OF ITALIAN LINER. [85, 493, 217, 503]
paragraph: The Republique's aft turret was hit, and several gunners were hurt. The damage was serious. She had a heavy list to starboard. [552, 1388, 791, 1421]
paragraph: Sir Arthur Hardinge and Sir F. Villiers, British Ministers at Brussels and Lisbon respectively, exchange posts. This step is due to the difficulty of Sir F. Villiers, who formed friendships with the Monarchists of Portugal, being accredited by the Republic. [815, 1422, 1053, 1477]
dateline: Wellington, Last Night. [1412, 1361, 1505, 1371]
subheading: THE CHALMERS SEAT. [1674, 520, 1777, 530]
candidate-name: B. Dive (Opp.) [1618, 934, 1678, 944]
paragraph: There is a strict censorship on military news. It transpires that the battleships Regina and Marherita left Latakia on Sunday for Alexandria, where they are now safe. [36, 639, 266, 683]
byline: By Cable—Press Association—Copyright. [326, 769, 491, 779]
subheading: NEARING THE END. [363, 88, 455, 97]
paragraph: Mr. Massey referred to what he called the unfair distribution of Government advertisements. [1077, 807, 1315, 828]
paragraph: The Chief Justice to-day granted decrees nisi in the following divorce cases: Churchill v. Churchill, husband's petition; Kelly v. Kelly, wife's petition; Mitchell v. Mitchell, husband's petition; Thomas v. Thomas, wife's petition; Reynolds v. Reynolds, wife's petition; Procter v. Procter, wife's petition; Lang v. Lang, husband's petition; Levingi v. Levingi, husband's petition; Barton v. Barton, husband's petition; Milligan v. Milligan, wife's petition. [1602, 1344, 1849, 1435]
paragraph: The Mt. Lyell strike has paralysed trade in the district. [289, 286, 528, 307]
advertisement [1077, 1565, 1315, 1650]
section-heading: SUPREME COURT [1666, 1275, 1785, 1290]
subheading: THE KAIPARA SEAT. [1680, 758, 1770, 767]
paragraph: The disaster to the Liberte occurred at Toulon, and was due to the neglect to flood the ammunition hold after the outbreak of fire, which at first was not regarded as serious. [552, 189, 791, 233]
paragraph: On class 4, railways £2,153,000, Mr. Massey suggested that the railways committee should be appointed before any appropriation of the Railway money. [1077, 935, 1315, 979]
paragraph: Mr. Wade, in a strong fighting speech, claimed that the party was thoroughly united and prepared to take the field in the appeal to the country which the situation demanded. [289, 825, 528, 869]
paragraph: The House went into committee to consider the Estimates. [1077, 909, 1315, 930]
section-heading: PARLIAMENT [1077, 429, 1315, 458]
byline: By Cable—Press Association—Copyright. [851, 1094, 1017, 1104]
paragraph: Assistance from other warships was promptly sent. [561, 491, 778, 501]
ad-text: Not only in one thing, but in all departments of our business, we excel. If storage is wanted, we provide the best; if a parcel is to be sent, we undertake to give prompt, safe delivery; if furniture is to be removed, here again we display the utmost care and skill. In short, whatever the work, our plant, methods and organisation enable us to do it really well at a reasonable cost.—N.Z. Express Co., Ltd.—Advt. [37, 1411, 266, 1502]
subheading: THE PATEA SEAT. [1686, 424, 1765, 434]
paragraph: The House adjourned. [1086, 1132, 1179, 1142]
paragraph: Reuter's Malta correspondent reports that an Italian battleship and two cruisers passed in the direction of Tripoli. Also that eighty-seven Italians and Europeans have arrived from Tripoli. The exodus, especially of wealthier families, continues. [36, 864, 266, 920]
paragraph: An official message was sent to Mr. Colvin, Chairman of Committees, explaining that the pressmen could not undertake to report accurately amid the din of many voices. Mr. Colvin had asked members and ladies to discontinue their conversation, and the press gallery staff returned to work after a cessation of nearly half an hour. [1339, 718, 1578, 797]
dateline: London, September 25. [1411, 417, 1506, 427]
dateline: Auckland, Tuesday. [1686, 322, 1764, 331]
byline: By Cable—Press Association—Copyright. [326, 1392, 491, 1401]
subheading: HEROIC MEN RETURN TO THE RESCUE. [578, 1100, 764, 1110]
paragraph: The bulk of the crew were asleep when the explosion occurred. Wakened by the report, they went to their stations. [552, 239, 791, 271]
paragraph: White, the promoter, said that if the legality were upheld the contest would proceed; if illegal, that would finish it as far as England was concerned. [1077, 343, 1315, 375]
vote-table [1618, 933, 1841, 1025]
byline: By Cable—Press Association—Copyright. [1376, 276, 1541, 286]
